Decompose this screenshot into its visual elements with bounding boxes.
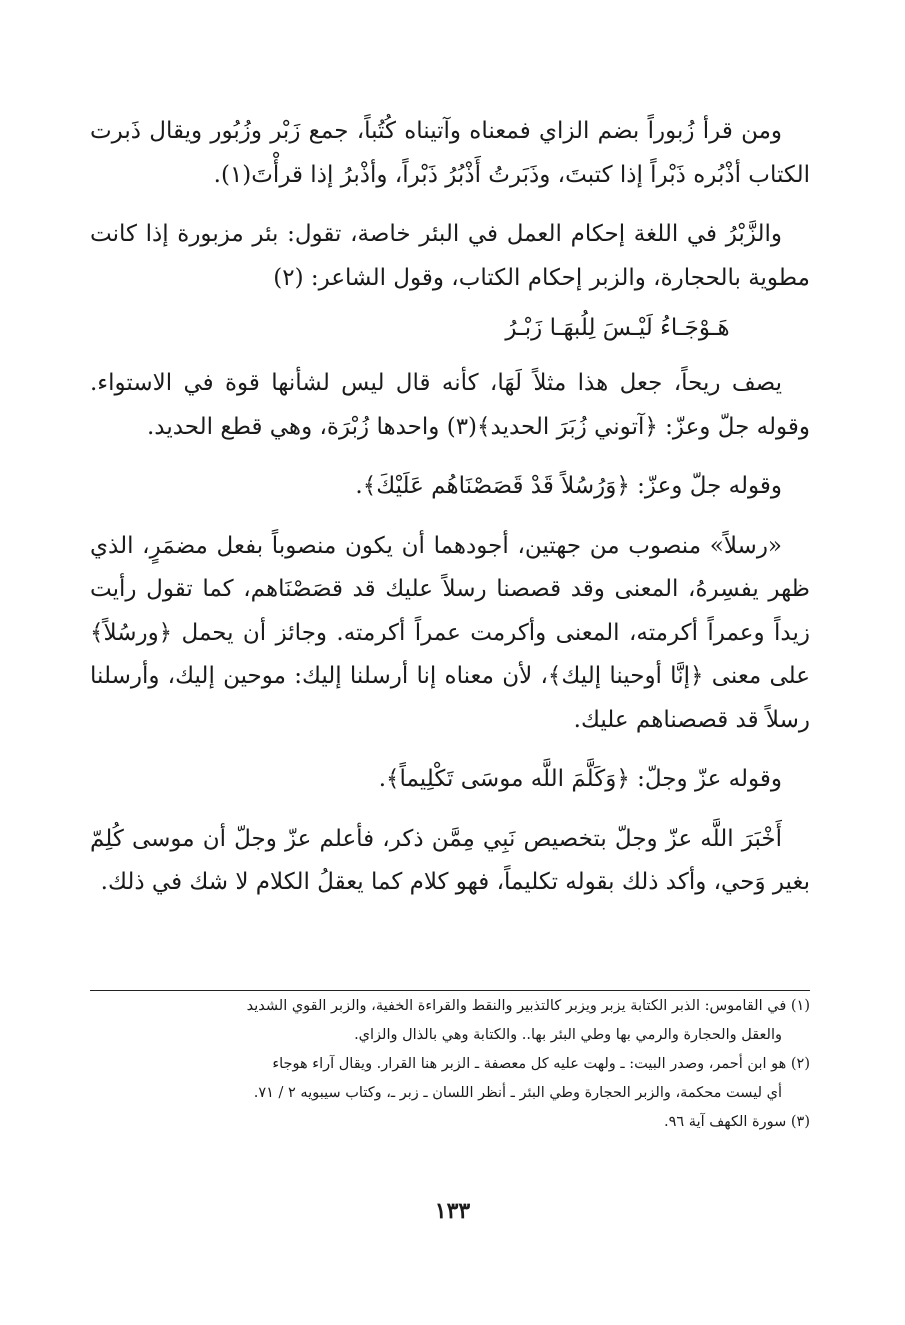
paragraph-zabr: والزَّبْرُ في اللغة إحكام العمل في البئر خاصة، تقول: بئر مزبورة إذا كانت مطوية بالحجارة، والزبر إحكام الكتاب، وقول الشاعر: (٢): [90, 221, 810, 291]
paragraph-quote-rusul: وقوله جلّ وعزّ: ﴿وَرُسُلاً قَدْ قَصَصْنَاهُم عَلَيْكَ﴾.: [355, 473, 782, 499]
footnote-1-line-1: (١) في القاموس: الذبر الكتابة يزبر ويزبر كالتذبير والنقط والقراءة الخفية، والزبر القوي الشديد: [246, 998, 810, 1014]
main-text: [90, 110, 810, 914]
page-number: ١٣٣: [434, 1198, 471, 1224]
paragraph-zubur: ومن قرأ زُبوراً بضم الزاي فمعناه وآتيناه كُتُباً، جمع زَبْر وزُبُور ويقال ذَبرت الكتاب أذْبُره ذَبْراً إذا كتبتَ، وذَبَرتُ أَذْبُرُ ذَبْراً، وأذْبرُ إذا قرأْتَ(١).: [90, 118, 810, 188]
paragraph-wind: يصف ريحاً، جعل هذا مثلاً لَهَا، كأنه قال ليس لشأنها قوة في الاستواء. وقوله جلّ وعزّ: ﴿آتوني زُبَرَ الحديد﴾(٣) واحدها زُبْرَة، وهي قطع الحديد.: [90, 370, 810, 440]
poetry-verse: هَـوْجَـاءُ لَيْـسَ لِلُبهَـا زَبْـرُ: [505, 315, 730, 341]
paragraph-rusul-explanation: «رسلاً» منصوب من جهتين، أجودهما أن يكون منصوباً بفعل مضمَرٍ، الذي ظهر يفسِرهُ، المعنى وقد قصصنا رسلاً عليك قد قصَصْنَاهم، كما تقول رأيت زيداً وعمراً أكرمته، المعنى وأكرمت عمراً أكرمته. وجائز أن يحمل ﴿ورسُلاً﴾ على معنى ﴿إنَّا أوحينا إليك﴾، لأن معناه إنا أرسلنا إليك: موحين إليك، وأرسلنا رسلاً قد قصصناهم عليك.: [90, 532, 810, 733]
footnote-2-line-2: أي ليست محكمة، والزبر الحجارة وطي البئر ـ أنظر اللسان ـ زبر ـ، وكتاب سيبويه ٢ / ٧١.: [253, 1085, 782, 1101]
footnotes: [90, 992, 810, 1137]
footnote-1-line-2: والعقل والحجارة والرمي بها وطي البئر بها.. والكتابة وهي بالذال والزاي.: [354, 1027, 782, 1043]
paragraph-musa: أَخْبَرَ اللَّه عزّ وجلّ بتخصيص نَبِي مِمَّن ذكر، فأعلم عزّ وجلّ أن موسى كُلِمّ بغير وَحي، وأكد ذلك بقوله تكليماً، فهو كلام كما يعقلُ الكلام لا شك في ذلك.: [90, 825, 810, 895]
footnote-divider: [90, 990, 810, 991]
paragraph-quote-kallama: وقوله عزّ وجلّ: ﴿وَكَلَّمَ اللَّه موسَى تَكْلِيماً﴾.: [378, 766, 782, 792]
footnote-2-line-1: (٢) هو ابن أحمر، وصدر البيت: ـ ولهت عليه كل معصفة ـ الزبر هنا القرار. ويقال آراء هوجاء: [272, 1056, 810, 1072]
footnote-3: (٣) سورة الكهف آية ٩٦.: [664, 1114, 810, 1130]
